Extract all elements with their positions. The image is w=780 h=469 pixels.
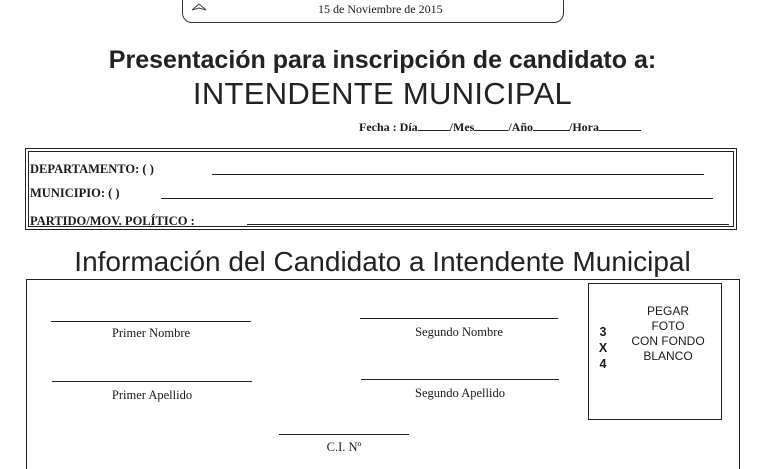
section-title: Información del Candidato a Intendente Municipal — [74, 246, 691, 277]
ci-line[interactable] — [279, 434, 409, 435]
photo-instructions — [622, 304, 714, 364]
fecha-line — [359, 120, 641, 135]
photo-size-width: 3 — [599, 325, 607, 339]
segundo-apellido-line[interactable] — [361, 379, 559, 380]
photo-text-line1: PEGAR — [646, 304, 689, 318]
photo-text-line4: BLANCO — [643, 349, 693, 363]
partido-label: PARTIDO/MOV. POLÍTICO : — [30, 214, 195, 228]
fecha-anio-blank[interactable] — [533, 120, 569, 131]
departamento-line[interactable] — [212, 174, 704, 175]
municipio-line[interactable] — [161, 198, 713, 199]
segundo-nombre-label: Segundo Nombre — [415, 325, 503, 339]
primer-apellido-label: Primer Apellido — [111, 388, 193, 402]
photo-text-line2: FOTO — [651, 319, 685, 333]
primer-nombre-label: Primer Nombre — [111, 326, 191, 340]
segundo-nombre-line[interactable] — [360, 318, 558, 319]
ci-label: C.I. Nº — [326, 440, 362, 454]
fecha-dia-blank[interactable] — [418, 120, 450, 131]
fecha-hora-label: /Hora — [569, 120, 599, 134]
photo-size-height: 4 — [599, 357, 607, 371]
photo-size — [598, 324, 608, 372]
segundo-apellido-label: Segundo Apellido — [415, 386, 505, 400]
photo-size-x: X — [598, 341, 608, 355]
fecha-anio-label: /Año — [508, 120, 533, 134]
fecha-mes-blank[interactable] — [474, 120, 508, 131]
primer-apellido-line[interactable] — [52, 381, 252, 382]
logo-icon — [191, 2, 207, 12]
header-date: 15 de Noviembre de 2015 — [318, 2, 443, 16]
photo-text-line3: CON FONDO — [631, 334, 705, 348]
fecha-dia-label: Fecha : Día — [359, 120, 418, 134]
fecha-hora-blank[interactable] — [599, 120, 641, 131]
departamento-label: DEPARTAMENTO: ( ) — [30, 162, 154, 176]
partido-line[interactable] — [247, 224, 729, 225]
municipio-label: MUNICIPIO: ( ) — [30, 186, 120, 200]
form-title: Presentación para inscripción de candidato a: — [108, 46, 657, 74]
primer-nombre-line[interactable] — [51, 321, 251, 322]
fecha-mes-label: /Mes — [449, 120, 475, 134]
form-subtitle: INTENDENTE MUNICIPAL — [192, 76, 573, 111]
